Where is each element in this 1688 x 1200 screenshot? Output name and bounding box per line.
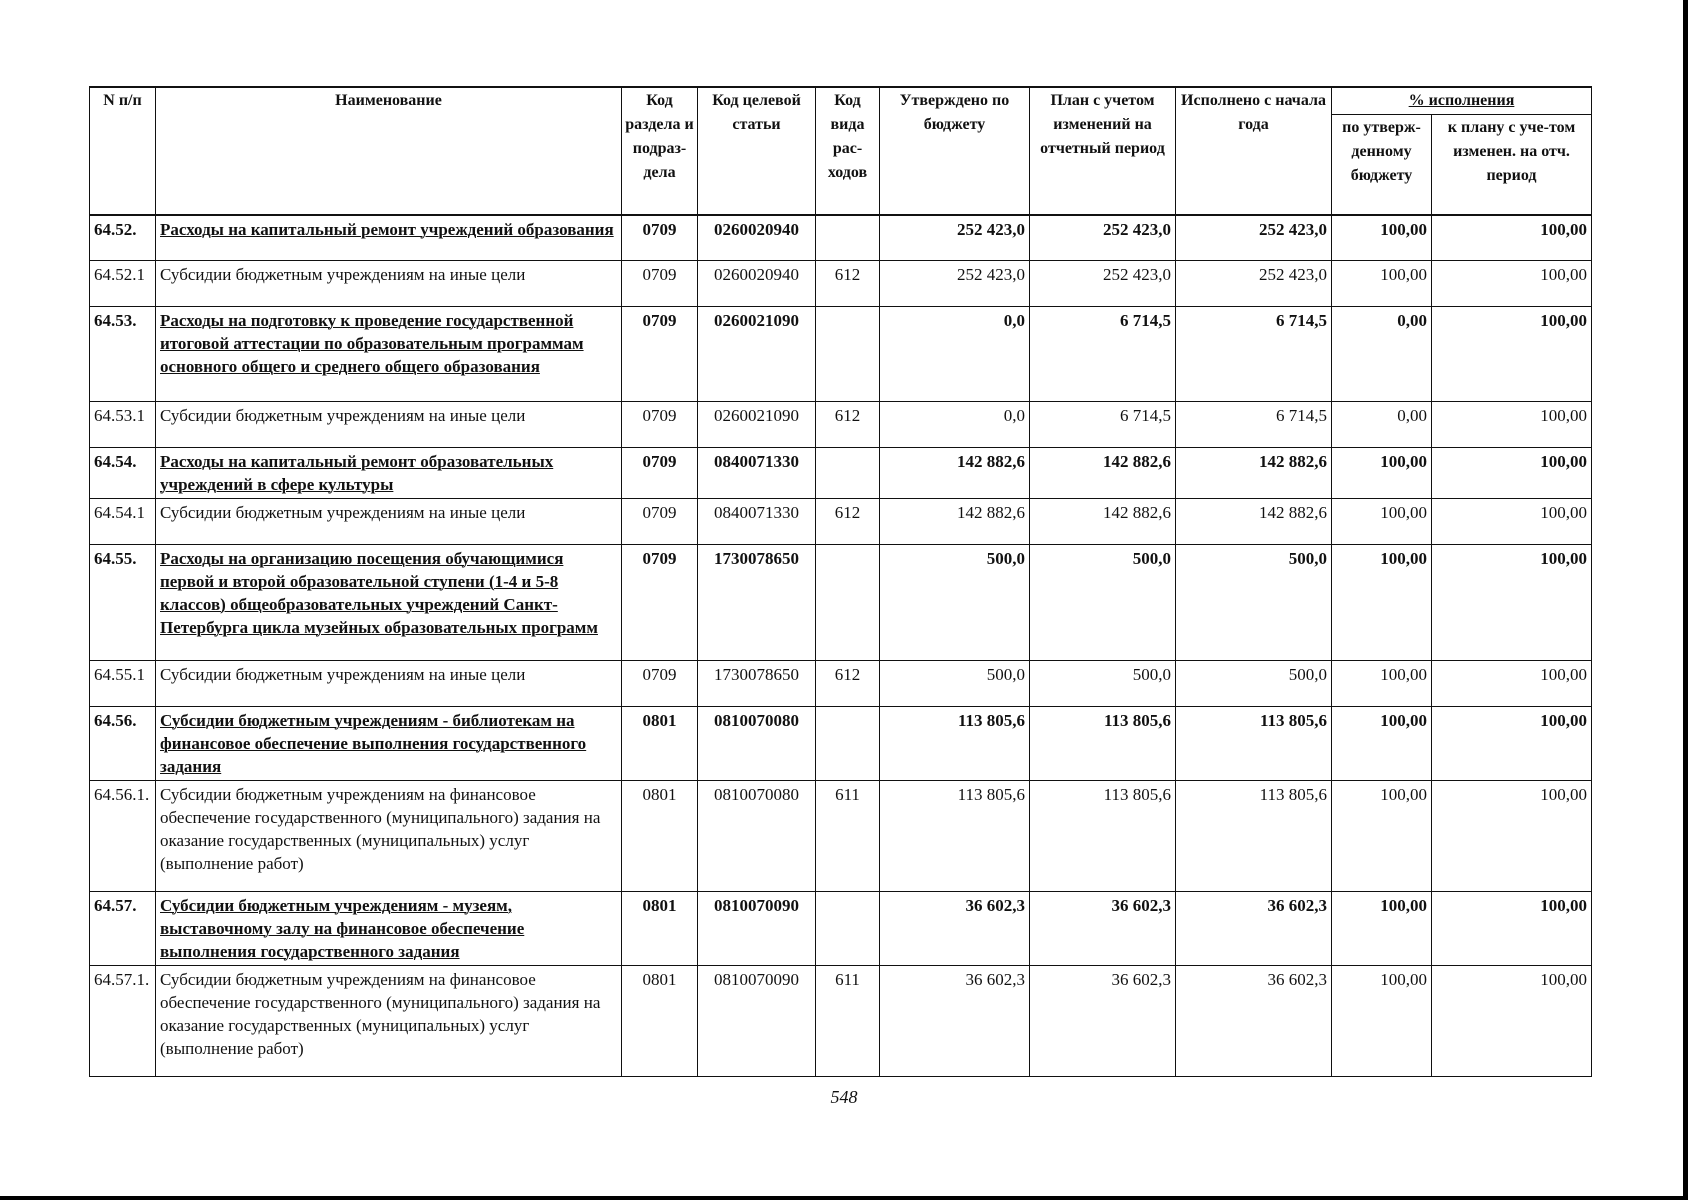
- budget-execution-table: [89, 86, 1592, 1077]
- row-plan: 500,0: [1030, 661, 1176, 707]
- row-num: 64.57.: [90, 892, 156, 966]
- row-target-code: 0810070080: [698, 707, 816, 781]
- row-pct-plan: 100,00: [1432, 402, 1592, 448]
- row-expense-code: [816, 545, 880, 661]
- table-row: [90, 448, 1592, 499]
- scan-edge-right: [1683, 0, 1688, 1200]
- row-plan: 36 602,3: [1030, 892, 1176, 966]
- row-target-code: 0810070090: [698, 892, 816, 966]
- row-name: Расходы на капитальный ремонт образовательных учреждений в сфере культуры: [156, 448, 622, 499]
- row-section-code: 0709: [622, 448, 698, 499]
- row-name: Субсидии бюджетным учреждениям на иные цели: [156, 499, 622, 545]
- header-target-code: Код целевой статьи: [698, 87, 816, 215]
- row-section-code: 0801: [622, 966, 698, 1077]
- row-pct-approved: 0,00: [1332, 307, 1432, 402]
- row-target-code: 0840071330: [698, 448, 816, 499]
- row-plan: 113 805,6: [1030, 781, 1176, 892]
- row-target-code: 0840071330: [698, 499, 816, 545]
- row-pct-plan: 100,00: [1432, 499, 1592, 545]
- row-approved: 36 602,3: [880, 966, 1030, 1077]
- row-approved: 113 805,6: [880, 781, 1030, 892]
- row-expense-code: [816, 707, 880, 781]
- table-row: [90, 499, 1592, 545]
- row-section-code: 0709: [622, 215, 698, 261]
- row-pct-plan: 100,00: [1432, 966, 1592, 1077]
- header-approved: Утверждено по бюджету: [880, 87, 1030, 215]
- row-num: 64.54.1: [90, 499, 156, 545]
- row-expense-code: 612: [816, 499, 880, 545]
- header-plan: План с учетом изменений на отчетный период: [1030, 87, 1176, 215]
- table-row: [90, 966, 1592, 1077]
- row-expense-code: [816, 307, 880, 402]
- row-num: 64.56.: [90, 707, 156, 781]
- row-approved: 252 423,0: [880, 215, 1030, 261]
- row-plan: 500,0: [1030, 545, 1176, 661]
- row-executed: 142 882,6: [1176, 499, 1332, 545]
- row-section-code: 0709: [622, 261, 698, 307]
- row-num: 64.55.: [90, 545, 156, 661]
- row-num: 64.57.1.: [90, 966, 156, 1077]
- row-pct-plan: 100,00: [1432, 215, 1592, 261]
- row-pct-plan: 100,00: [1432, 307, 1592, 402]
- row-num: 64.53.1: [90, 402, 156, 448]
- header-pct-group: [1332, 87, 1592, 115]
- row-num: 64.52.1: [90, 261, 156, 307]
- row-section-code: 0709: [622, 545, 698, 661]
- table-body: [90, 215, 1592, 1077]
- row-pct-approved: 100,00: [1332, 261, 1432, 307]
- row-expense-code: [816, 892, 880, 966]
- row-pct-plan: 100,00: [1432, 707, 1592, 781]
- row-name: Субсидии бюджетным учреждениям на финансовое обеспечение государственного (муниципального) задания на оказание государственных (муниципальных) услуг (выполнение работ): [156, 781, 622, 892]
- row-plan: 252 423,0: [1030, 215, 1176, 261]
- row-expense-code: 612: [816, 261, 880, 307]
- page-number: 548: [830, 1087, 858, 1107]
- row-approved: 500,0: [880, 545, 1030, 661]
- row-pct-plan: 100,00: [1432, 448, 1592, 499]
- row-name: Субсидии бюджетным учреждениям - музеям, выставочному залу на финансовое обеспечение выполнения государственного задания: [156, 892, 622, 966]
- table-row: [90, 781, 1592, 892]
- row-approved: 142 882,6: [880, 448, 1030, 499]
- header-executed: Исполнено с начала года: [1176, 87, 1332, 215]
- header-pct-group-label: % исполнения: [1408, 92, 1515, 109]
- row-name: Расходы на организацию посещения обучающимися первой и второй образовательной ступени (1-4 и 5-8 классов) общеобразовательных учреждений Санкт-Петербурга цикла музейных образовательных программ: [156, 545, 622, 661]
- row-plan: 142 882,6: [1030, 448, 1176, 499]
- row-section-code: 0709: [622, 307, 698, 402]
- row-num: 64.54.: [90, 448, 156, 499]
- row-expense-code: 612: [816, 661, 880, 707]
- row-section-code: 0709: [622, 402, 698, 448]
- row-target-code: 0810070080: [698, 781, 816, 892]
- row-executed: 36 602,3: [1176, 966, 1332, 1077]
- row-name: Субсидии бюджетным учреждениям на финансовое обеспечение государственного (муниципального) задания на оказание государственных (муниципальных) услуг (выполнение работ): [156, 966, 622, 1077]
- row-num: 64.52.: [90, 215, 156, 261]
- row-name: Субсидии бюджетным учреждениям на иные цели: [156, 402, 622, 448]
- row-plan: 113 805,6: [1030, 707, 1176, 781]
- row-target-code: 0260021090: [698, 307, 816, 402]
- header-section-code: Код раздела и подраз-дела: [622, 87, 698, 215]
- row-approved: 0,0: [880, 402, 1030, 448]
- row-executed: 6 714,5: [1176, 402, 1332, 448]
- row-section-code: 0709: [622, 499, 698, 545]
- row-plan: 6 714,5: [1030, 402, 1176, 448]
- row-name: Субсидии бюджетным учреждениям на иные цели: [156, 261, 622, 307]
- row-approved: 36 602,3: [880, 892, 1030, 966]
- table-row: [90, 215, 1592, 261]
- row-pct-approved: 0,00: [1332, 402, 1432, 448]
- row-pct-approved: 100,00: [1332, 545, 1432, 661]
- row-approved: 142 882,6: [880, 499, 1030, 545]
- row-pct-approved: 100,00: [1332, 661, 1432, 707]
- row-name: Расходы на подготовку к проведение государственной итоговой аттестации по образовательным программам основного общего и среднего общего образования: [156, 307, 622, 402]
- row-pct-plan: 100,00: [1432, 781, 1592, 892]
- header-num: N п/п: [90, 87, 156, 215]
- row-pct-approved: 100,00: [1332, 707, 1432, 781]
- row-target-code: 0810070090: [698, 966, 816, 1077]
- row-pct-approved: 100,00: [1332, 499, 1432, 545]
- scan-edge-bottom: [0, 1196, 1688, 1200]
- row-section-code: 0801: [622, 892, 698, 966]
- row-name: Субсидии бюджетным учреждениям на иные цели: [156, 661, 622, 707]
- header-name: Наименование: [156, 87, 622, 215]
- row-pct-approved: 100,00: [1332, 892, 1432, 966]
- table-row: [90, 892, 1592, 966]
- header-pct-plan: к плану с уче-том изменен. на отч. период: [1432, 115, 1592, 215]
- row-pct-approved: 100,00: [1332, 215, 1432, 261]
- row-expense-code: 611: [816, 781, 880, 892]
- row-plan: 36 602,3: [1030, 966, 1176, 1077]
- row-pct-plan: 100,00: [1432, 545, 1592, 661]
- row-name: Субсидии бюджетным учреждениям - библиотекам на финансовое обеспечение выполнения государственного задания: [156, 707, 622, 781]
- header-expense-code: Код вида рас-ходов: [816, 87, 880, 215]
- row-pct-plan: 100,00: [1432, 661, 1592, 707]
- table-row: [90, 545, 1592, 661]
- row-name: Расходы на капитальный ремонт учреждений образования: [156, 215, 622, 261]
- row-target-code: 0260021090: [698, 402, 816, 448]
- row-expense-code: 612: [816, 402, 880, 448]
- row-target-code: 1730078650: [698, 661, 816, 707]
- row-executed: 142 882,6: [1176, 448, 1332, 499]
- row-executed: 500,0: [1176, 545, 1332, 661]
- row-pct-plan: 100,00: [1432, 261, 1592, 307]
- row-approved: 252 423,0: [880, 261, 1030, 307]
- row-num: 64.56.1.: [90, 781, 156, 892]
- row-num: 64.55.1: [90, 661, 156, 707]
- row-section-code: 0709: [622, 661, 698, 707]
- row-pct-approved: 100,00: [1332, 781, 1432, 892]
- row-num: 64.53.: [90, 307, 156, 402]
- row-executed: 113 805,6: [1176, 707, 1332, 781]
- row-executed: 6 714,5: [1176, 307, 1332, 402]
- row-pct-approved: 100,00: [1332, 448, 1432, 499]
- row-expense-code: 611: [816, 966, 880, 1077]
- row-expense-code: [816, 448, 880, 499]
- row-approved: 0,0: [880, 307, 1030, 402]
- header-pct-approved: по утверж-денному бюджету: [1332, 115, 1432, 215]
- table-row: [90, 402, 1592, 448]
- row-section-code: 0801: [622, 781, 698, 892]
- table-row: [90, 707, 1592, 781]
- row-plan: 142 882,6: [1030, 499, 1176, 545]
- row-executed: 252 423,0: [1176, 215, 1332, 261]
- row-executed: 500,0: [1176, 661, 1332, 707]
- row-plan: 252 423,0: [1030, 261, 1176, 307]
- row-executed: 252 423,0: [1176, 261, 1332, 307]
- row-pct-plan: 100,00: [1432, 892, 1592, 966]
- table-row: [90, 307, 1592, 402]
- row-target-code: 0260020940: [698, 215, 816, 261]
- row-plan: 6 714,5: [1030, 307, 1176, 402]
- row-expense-code: [816, 215, 880, 261]
- row-pct-approved: 100,00: [1332, 966, 1432, 1077]
- table-row: [90, 261, 1592, 307]
- table-header: [90, 87, 1592, 215]
- row-target-code: 1730078650: [698, 545, 816, 661]
- row-approved: 113 805,6: [880, 707, 1030, 781]
- row-executed: 36 602,3: [1176, 892, 1332, 966]
- row-section-code: 0801: [622, 707, 698, 781]
- table-row: [90, 661, 1592, 707]
- row-approved: 500,0: [880, 661, 1030, 707]
- row-executed: 113 805,6: [1176, 781, 1332, 892]
- row-target-code: 0260020940: [698, 261, 816, 307]
